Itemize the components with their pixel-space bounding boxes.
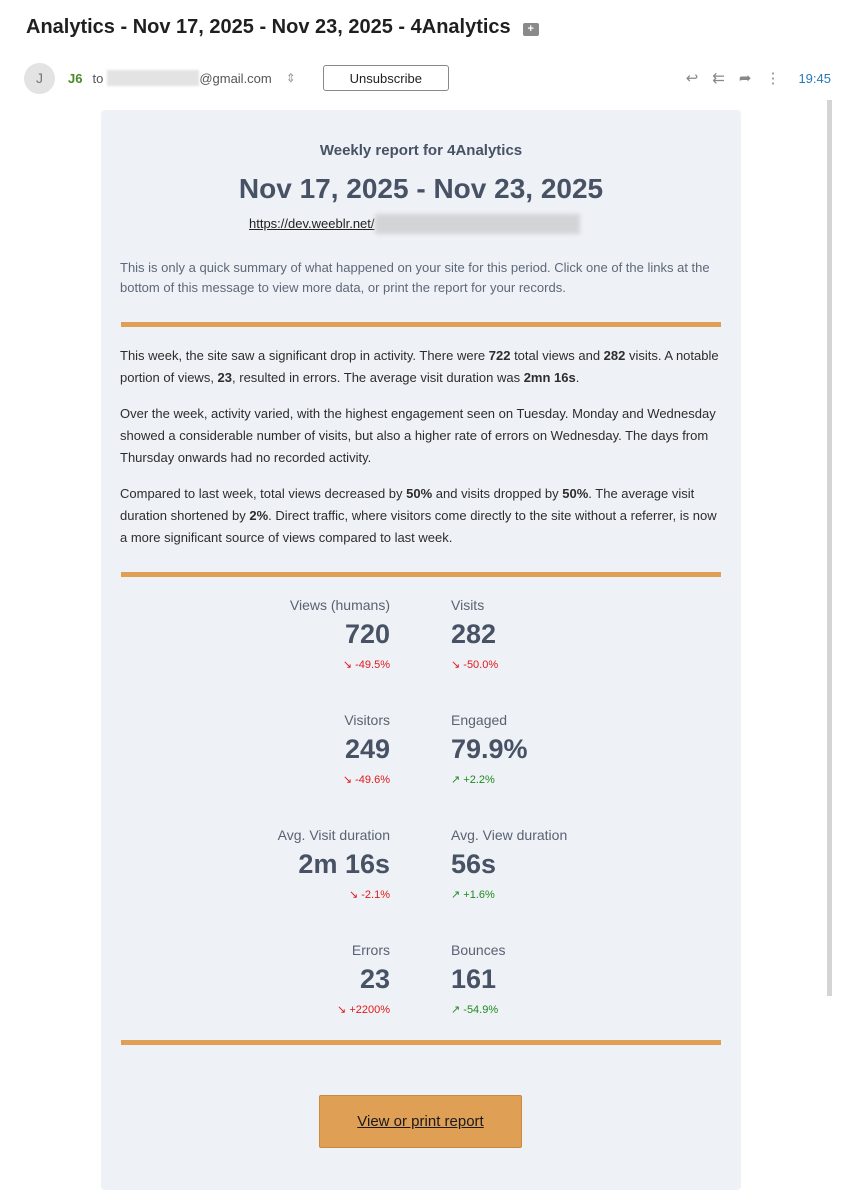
to-label: to	[92, 70, 104, 86]
email-header	[24, 62, 831, 94]
metric-value: 23	[359, 964, 390, 994]
metric-change: ↘ +2200%	[337, 1004, 390, 1016]
report-date-range: Nov 17, 2025 - Nov 23, 2025	[238, 173, 604, 204]
summary-p2: Over the week, activity varied, with the highest engagement seen on Tuesday. Monday and Wednesday showed a considerable number of visits, but also a higher rate of errors on Wednesday. The days from Thursday onwards had no recorded activity.	[120, 406, 716, 465]
trend-up-icon: ↗	[451, 774, 461, 786]
summary	[120, 345, 725, 563]
reply-icon[interactable]: ↩	[685, 70, 699, 87]
metric-label: Visitors	[344, 712, 390, 728]
avatar: J	[24, 63, 55, 94]
trend-up-icon: ↗	[451, 889, 461, 901]
trend-down-icon: ↘	[337, 1004, 347, 1016]
metric-change: ↘ -49.5%	[342, 659, 390, 671]
metric-value: 720	[344, 619, 390, 649]
metric-value: 161	[451, 964, 497, 994]
reply-all-icon[interactable]: ⇇	[712, 70, 725, 87]
metric-visitors	[190, 712, 390, 786]
site-link[interactable]	[249, 216, 580, 234]
divider	[121, 572, 721, 577]
sender-name[interactable]: J6	[68, 70, 83, 86]
metric-errors	[190, 942, 390, 1016]
redacted-url	[375, 214, 580, 234]
email-subject	[26, 16, 539, 39]
summary-p3: Compared to last week, total views decreased by 50% and visits dropped by 50%. The average visit duration shortened by 2%. Direct traffic, where visitors come directly to the site without a referrer, is now a more significant source of views compared to last week.	[120, 486, 717, 545]
report-card	[101, 110, 741, 1190]
divider	[121, 1040, 721, 1045]
subject-text: Analytics - Nov 17, 2025 - Nov 23, 2025 - 4Analytics	[26, 16, 511, 38]
metric-value: 2m 16s	[298, 849, 390, 879]
metric-label: Avg. Visit duration	[277, 827, 390, 843]
timestamp: 19:45	[798, 70, 831, 86]
details-toggle-icon[interactable]: ⇕	[285, 71, 296, 85]
view-report-button[interactable]: View or print report	[319, 1095, 522, 1148]
trend-down-icon: ↘	[451, 659, 461, 671]
metric-views-humans	[190, 597, 390, 671]
divider	[121, 322, 721, 327]
trend-down-icon: ↘	[348, 889, 359, 901]
report-heading: Weekly report for 4Analytics	[319, 142, 523, 159]
metric-change: ↗ -54.9%	[451, 1004, 499, 1016]
metric-label: Engaged	[451, 712, 508, 728]
metric-label: Bounces	[451, 942, 506, 958]
metric-change: ↘ -50.0%	[451, 659, 499, 671]
intro-text: This is only a quick summary of what happened on your site for this period. Click one of the links at the bottom of this message to view more data, or print the report for your records.	[120, 260, 710, 295]
label-folder-icon[interactable]: +	[523, 23, 539, 36]
metric-label: Errors	[351, 942, 390, 958]
more-icon[interactable]: ⋮	[765, 70, 781, 87]
metric-value: 249	[344, 734, 390, 764]
summary-p1: This week, the site saw a significant drop in activity. There were 722 total views and 282 visits. A notable portion of views, 23, resulted in errors. The average visit duration was 2mn 16s.	[120, 348, 719, 385]
metric-avg-view-duration	[451, 827, 651, 901]
scrollbar[interactable]	[827, 100, 832, 996]
metric-value: 79.9%	[451, 734, 528, 764]
metric-bounces	[451, 942, 651, 1016]
metric-label: Avg. View duration	[451, 827, 568, 843]
metric-visits	[451, 597, 651, 671]
unsubscribe-button[interactable]: Unsubscribe	[323, 65, 449, 91]
metric-label: Views (humans)	[289, 597, 390, 613]
metric-value: 56s	[451, 849, 497, 879]
metric-value: 282	[451, 619, 497, 649]
redacted-email	[107, 70, 199, 86]
metric-change: ↗ +2.2%	[451, 774, 495, 786]
metric-change: ↗ +1.6%	[451, 889, 495, 901]
trend-down-icon: ↘	[342, 659, 353, 671]
metric-engaged	[451, 712, 651, 786]
recipient-email: @gmail.com	[199, 70, 272, 86]
trend-up-icon: ↗	[451, 1004, 461, 1016]
metric-change: ↘ -49.6%	[342, 774, 390, 786]
site-url[interactable]: https://dev.weeblr.net/	[249, 216, 375, 231]
trend-down-icon: ↘	[342, 774, 353, 786]
metric-label: Visits	[451, 597, 485, 613]
metric-change: ↘ -2.1%	[348, 889, 390, 901]
metric-avg-visit-duration	[190, 827, 390, 901]
forward-icon[interactable]: ➦	[738, 70, 752, 87]
